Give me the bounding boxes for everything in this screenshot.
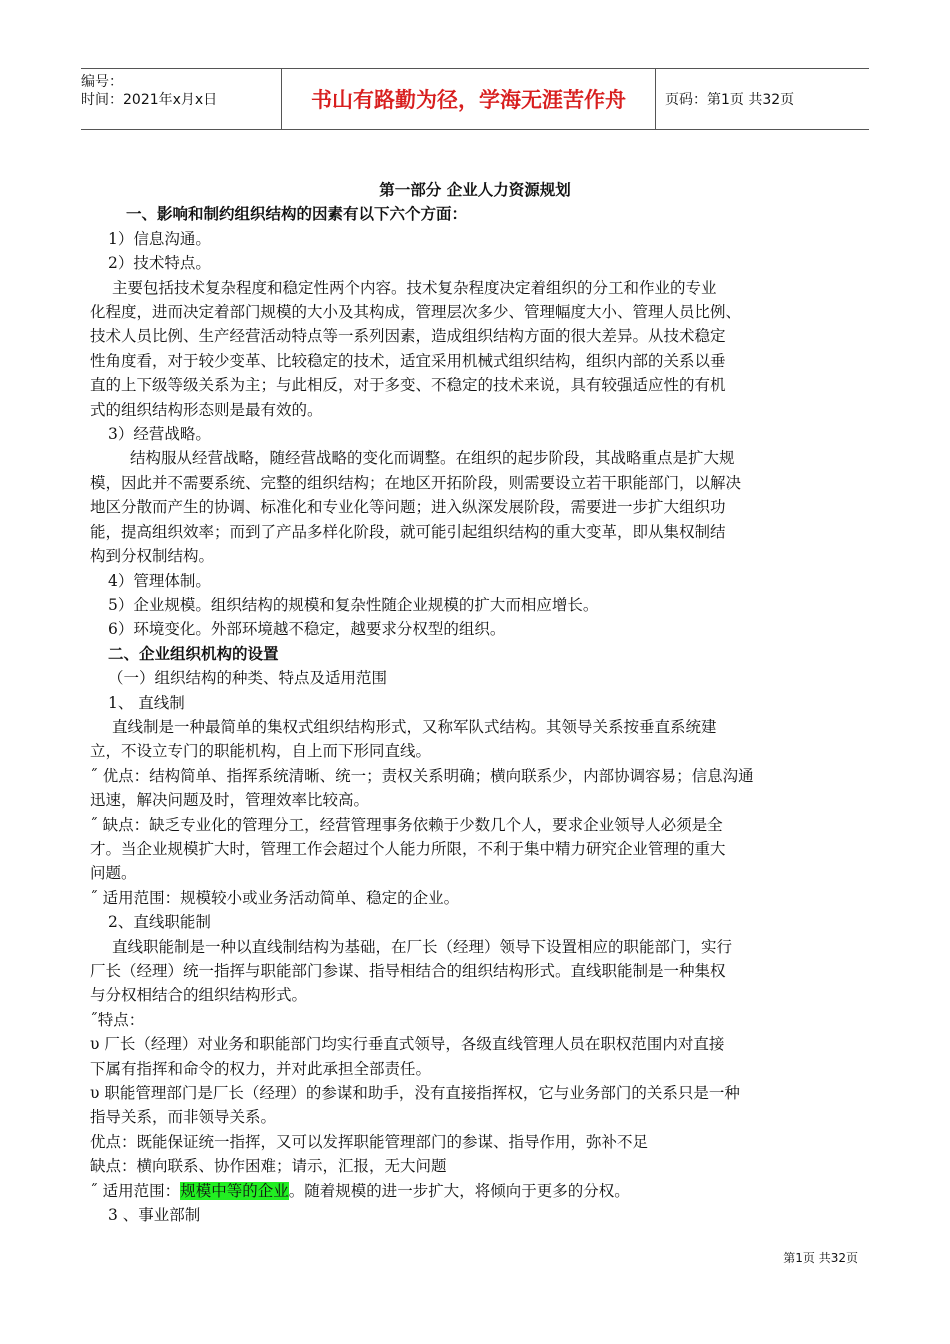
body-line: 3）经营战略。 [108, 425, 211, 444]
body-line: ˝ 适用范围：规模较小或业务活动简单、稳定的企业。 [90, 888, 460, 907]
document-body [90, 178, 860, 1227]
body-line: 5）企业规模。组织结构的规模和复杂性随企业规模的扩大而相应增长。 [108, 595, 599, 614]
section-heading: 二、企业组织机构的设置 [108, 644, 279, 663]
section-heading: 一、影响和制约组织结构的因素有以下六个方面： [126, 205, 468, 224]
page-footer: 第1页 共32页 [783, 1251, 858, 1265]
body-line: 性角度看，对于较少变革、比较稳定的技术，适宜采用机械式组织结构，组织内部的关系以垂 [90, 351, 726, 370]
body-line: ˝ 缺点：缺乏专业化的管理分工，经营管理事务依赖于少数几个人，要求企业领导人必须是全 [90, 815, 723, 834]
body-line: υ 厂长（经理）对业务和职能部门均实行垂直式领导，各级直线管理人员在职权范围内对直接 [90, 1035, 725, 1054]
body-line: （一）组织结构的种类、特点及适用范围 [108, 669, 388, 688]
body-line: 化程度，进而决定着部门规模的大小及其构成，管理层次多少、管理幅度大小、管理人员比例、 [90, 303, 742, 322]
body-line: ˝特点： [90, 1010, 145, 1029]
header-motto: 书山有路勤为径，学海无涯苦作舟 [281, 69, 656, 129]
body-line: 直线职能制是一种以直线制结构为基础，在厂长（经理）领导下设置相应的职能部门，实行 [112, 937, 733, 956]
body-line: 技术人员比例、生产经营活动特点等一系列因素，造成组织结构方面的很大差异。从技术稳定 [90, 327, 726, 346]
header-meta [81, 69, 281, 129]
body-line: 立，不设立专门的职能机构，自上而下形同直线。 [90, 742, 432, 761]
body-line: 6）环境变化。外部环境越不稳定，越要求分权型的组织。 [108, 620, 506, 639]
body-line: 才。当企业规模扩大时，管理工作会超过个人能力所限，不利于集中精力研究企业管理的重大 [90, 839, 726, 858]
body-line: 问题。 [90, 864, 137, 883]
body-line: 地区分散而产生的协调、标准化和专业化等问题；进入纵深发展阶段，需要进一步扩大组织功 [90, 498, 726, 517]
body-line: ˝ 优点：结构简单、指挥系统清晰、统一；责权关系明确；横向联系少，内部协调容易；信息沟通 [90, 766, 754, 785]
line-suffix: 。随着规模的进一步扩大，将倾向于更多的分权。 [288, 1181, 630, 1200]
body-line: 构到分权制结构。 [90, 547, 215, 566]
document-title: 第一部分 企业人力资源规划 [379, 181, 571, 199]
body-line: 迅速，解决问题及时，管理效率比较高。 [90, 791, 370, 810]
body-line: 缺点：横向联系、协作困难；请示，汇报，无大问题 [90, 1157, 447, 1176]
body-line: 1、 直线制 [108, 693, 185, 712]
highlighted-text: 规模中等的企业 [180, 1181, 289, 1200]
header-date: 时间：2021年x月x日 [81, 92, 218, 108]
header-number-label: 编号： [81, 74, 123, 90]
body-line: 下属有指挥和命令的权力，并对此承担全部责任。 [90, 1059, 432, 1078]
body-line: 3 、事业部制 [108, 1206, 201, 1225]
body-line: 能，提高组织效率；而到了产品多样化阶段，就可能引起组织结构的重大变革，即从集权制结 [90, 522, 726, 541]
body-line: 式的组织结构形态则是最有效的。 [90, 400, 323, 419]
body-line: 主要包括技术复杂程度和稳定性两个内容。技术复杂程度决定着组织的分工和作业的专业 [112, 278, 717, 297]
body-line: 与分权相结合的组织结构形式。 [90, 986, 308, 1005]
body-line: υ 职能管理部门是厂长（经理）的参谋和助手，没有直接指挥权，它与业务部门的关系只是一种 [90, 1084, 740, 1103]
body-line: 1）信息沟通。 [108, 229, 211, 248]
body-line: 4）管理体制。 [108, 571, 211, 590]
body-line: 直线制是一种最简单的集权式组织结构形式，又称军队式结构。其领导关系按垂直系统建 [112, 717, 717, 736]
body-line [90, 1179, 860, 1203]
page-header [81, 68, 869, 130]
header-page-number: 页码：第1页 共32页 [665, 92, 795, 108]
body-line: 2、直线职能制 [108, 913, 211, 932]
body-line: 2）技术特点。 [108, 254, 211, 273]
body-line: 模，因此并不需要系统、完整的组织结构；在地区开拓阶段，则需要设立若干职能部门，以解决 [90, 473, 742, 492]
body-line: 直的上下级等级关系为主；与此相反，对于多变、不稳定的技术来说，具有较强适应性的有机 [90, 376, 726, 395]
body-line: 优点：既能保证统一指挥，又可以发挥职能管理部门的参谋、指导作用，弥补不足 [90, 1132, 649, 1151]
body-line: 指导关系，而非领导关系。 [90, 1108, 277, 1127]
body-line: 厂长（经理）统一指挥与职能部门参谋、指导相结合的组织结构形式。直线职能制是一种集权 [90, 962, 726, 980]
body-line: 结构服从经营战略，随经营战略的变化而调整。在组织的起步阶段，其战略重点是扩大规 [130, 449, 735, 468]
line-prefix: ˝ 适用范围： [90, 1181, 181, 1200]
